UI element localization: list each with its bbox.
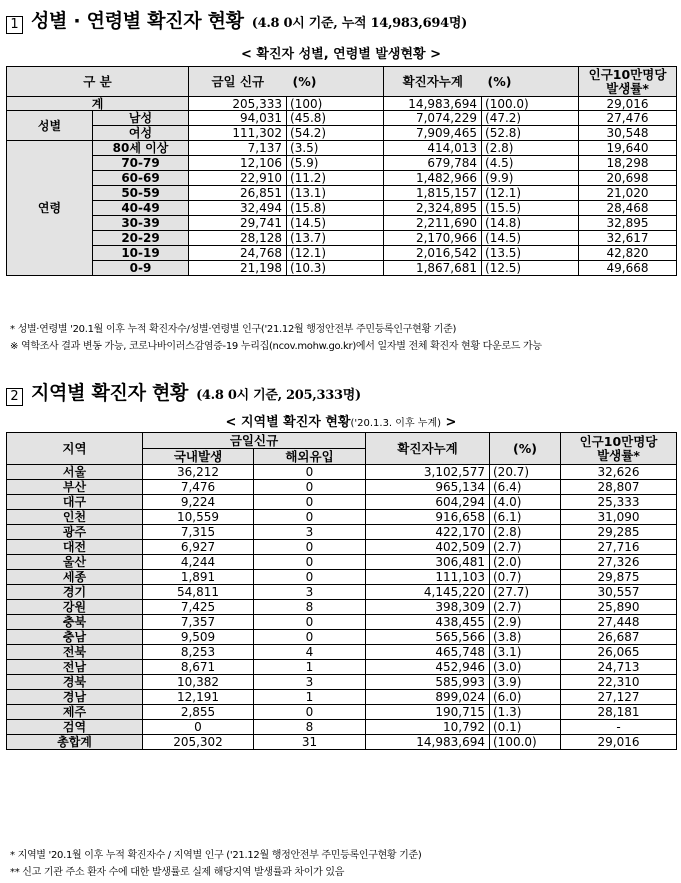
- region-total-row: [7, 735, 677, 750]
- region-cumulative: 190,715: [366, 705, 490, 720]
- header-cumulative: 확진자누계: [384, 67, 482, 97]
- region-name: 인천: [7, 510, 143, 525]
- region-cumulative: 422,170: [366, 525, 490, 540]
- gender-cumulative-pct: (47.2): [482, 111, 579, 126]
- region-rate: 26,687: [561, 630, 677, 645]
- region-name: 대구: [7, 495, 143, 510]
- age-cumulative-pct: (14.5): [482, 231, 579, 246]
- age-rate: 28,468: [579, 201, 677, 216]
- age-label: 80세 이상: [93, 141, 189, 156]
- region-row: [7, 585, 677, 600]
- region-row: [7, 720, 677, 735]
- age-rate: 21,020: [579, 186, 677, 201]
- region-name: 경기: [7, 585, 143, 600]
- age-cumulative-pct: (9.9): [482, 171, 579, 186]
- section1-number: 1: [6, 16, 23, 34]
- age-cumulative-pct: (12.5): [482, 261, 579, 276]
- region-cumulative: 3,102,577: [366, 465, 490, 480]
- region-row: [7, 675, 677, 690]
- region-row: [7, 540, 677, 555]
- region-table: [6, 432, 677, 750]
- header-category: 구 분: [7, 67, 189, 97]
- region-domestic: 54,811: [143, 585, 254, 600]
- header-rate-line1: 인구10만명당: [579, 434, 658, 450]
- region-overseas: 1: [254, 660, 366, 675]
- age-row: [7, 246, 677, 261]
- region-cumulative: 438,455: [366, 615, 490, 630]
- region-overseas: 0: [254, 465, 366, 480]
- region-pct: (1.3): [490, 705, 561, 720]
- region-domestic: 7,476: [143, 480, 254, 495]
- region-pct: (2.7): [490, 600, 561, 615]
- section2-note-1: * 지역별 '20.1월 이후 누적 확진자수 / 지역별 인구 ('21.12월 행정안전부 주민등록인구현황 기준): [10, 850, 422, 861]
- region-name: 서울: [7, 465, 143, 480]
- region-row: [7, 630, 677, 645]
- region-rate: 25,333: [561, 495, 677, 510]
- region-row: [7, 465, 677, 480]
- region-cumulative: 452,946: [366, 660, 490, 675]
- gender-new-pct: (54.2): [287, 126, 384, 141]
- region-cumulative: 585,993: [366, 675, 490, 690]
- age-cumulative: 1,815,157: [384, 186, 482, 201]
- region-pct: (3.1): [490, 645, 561, 660]
- region-pct: (6.0): [490, 690, 561, 705]
- age-cumulative: 679,784: [384, 156, 482, 171]
- header-region: 지역: [7, 433, 143, 465]
- gender-new: 111,302: [189, 126, 287, 141]
- region-name: 제주: [7, 705, 143, 720]
- age-cumulative: 2,170,966: [384, 231, 482, 246]
- region-total-domestic: 205,302: [143, 735, 254, 750]
- age-cumulative-pct: (4.5): [482, 156, 579, 171]
- region-pct: (2.0): [490, 555, 561, 570]
- section2-title: 지역별 확진자 현황: [31, 382, 189, 404]
- table1-header-row: [7, 67, 677, 97]
- gender-cumulative-pct: (52.8): [482, 126, 579, 141]
- gender-group-label: 성별: [7, 111, 93, 141]
- section2-note-2: ** 신고 기관 주소 환자 수에 대한 발생률로 실제 해당지역 발생률과 차이가 있음: [10, 867, 345, 878]
- region-name: 부산: [7, 480, 143, 495]
- age-new: 28,128: [189, 231, 287, 246]
- region-pct: (3.9): [490, 675, 561, 690]
- age-rate: 49,668: [579, 261, 677, 276]
- section2-number: 2: [6, 388, 23, 406]
- age-cumulative: 1,482,966: [384, 171, 482, 186]
- region-cumulative: 111,103: [366, 570, 490, 585]
- region-rate: 24,713: [561, 660, 677, 675]
- age-new: 29,741: [189, 216, 287, 231]
- table2-title-period: ('20.1.3. 이후 누계): [350, 418, 442, 429]
- gender-row: [7, 126, 677, 141]
- region-rate: 31,090: [561, 510, 677, 525]
- age-label: 50-59: [93, 186, 189, 201]
- region-overseas: 3: [254, 585, 366, 600]
- age-label: 30-39: [93, 216, 189, 231]
- region-rate: 30,557: [561, 585, 677, 600]
- region-rate: 25,890: [561, 600, 677, 615]
- age-rate: 19,640: [579, 141, 677, 156]
- region-domestic: 1,891: [143, 570, 254, 585]
- gender-age-table: [6, 66, 677, 276]
- region-overseas: 0: [254, 630, 366, 645]
- region-pct: (6.4): [490, 480, 561, 495]
- age-rate: 18,298: [579, 156, 677, 171]
- section1-subtitle: (4.8 0시 기준, 누적 14,983,694명): [251, 16, 467, 31]
- header-rate-line1: 인구10만명당: [588, 67, 667, 83]
- region-row: [7, 495, 677, 510]
- region-total-cumulative: 14,983,694: [366, 735, 490, 750]
- region-pct: (27.7): [490, 585, 561, 600]
- gender-label: 여성: [93, 126, 189, 141]
- region-pct: (3.0): [490, 660, 561, 675]
- age-new: 22,910: [189, 171, 287, 186]
- region-rate: 22,310: [561, 675, 677, 690]
- age-label: 20-29: [93, 231, 189, 246]
- region-overseas: 3: [254, 525, 366, 540]
- header-domestic: 국내발생: [143, 449, 254, 465]
- section1-title: 성별 · 연령별 확진자 현황: [31, 10, 244, 32]
- region-domestic: 8,253: [143, 645, 254, 660]
- section1-heading: [6, 6, 467, 33]
- header-today-pct: (%): [287, 67, 384, 97]
- region-rate: 27,326: [561, 555, 677, 570]
- region-pct: (0.7): [490, 570, 561, 585]
- total-label: 계: [7, 97, 189, 111]
- region-domestic: 12,191: [143, 690, 254, 705]
- header-rate-line2: 발생률*: [597, 447, 640, 463]
- region-rate: 28,807: [561, 480, 677, 495]
- header-rate: [579, 67, 677, 97]
- region-total-overseas: 31: [254, 735, 366, 750]
- age-group-label: 연령: [7, 141, 93, 276]
- region-name: 광주: [7, 525, 143, 540]
- age-row: [7, 231, 677, 246]
- region-cumulative: 398,309: [366, 600, 490, 615]
- region-overseas: 8: [254, 720, 366, 735]
- region-cumulative: 965,134: [366, 480, 490, 495]
- age-label: 40-49: [93, 201, 189, 216]
- region-total-pct: (100.0): [490, 735, 561, 750]
- region-domestic: 4,244: [143, 555, 254, 570]
- table2-title-main: < 지역별 확진자 현황: [225, 415, 351, 430]
- header-cumulative: 확진자누계: [366, 433, 490, 465]
- region-pct: (2.8): [490, 525, 561, 540]
- region-row: [7, 555, 677, 570]
- region-name: 충남: [7, 630, 143, 645]
- region-total-label: 총합계: [7, 735, 143, 750]
- region-overseas: 4: [254, 645, 366, 660]
- region-domestic: 2,855: [143, 705, 254, 720]
- age-new: 12,106: [189, 156, 287, 171]
- region-rate: -: [561, 720, 677, 735]
- age-row: [7, 171, 677, 186]
- total-new: 205,333: [189, 97, 287, 111]
- region-pct: (2.9): [490, 615, 561, 630]
- gender-row: [7, 111, 677, 126]
- age-cumulative-pct: (12.1): [482, 186, 579, 201]
- total-cumulative: 14,983,694: [384, 97, 482, 111]
- region-cumulative: 916,658: [366, 510, 490, 525]
- age-new: 32,494: [189, 201, 287, 216]
- header-cumulative-pct: (%): [482, 67, 579, 97]
- table2-title: [6, 411, 676, 430]
- region-cumulative: 899,024: [366, 690, 490, 705]
- age-new: 21,198: [189, 261, 287, 276]
- region-cumulative: 10,792: [366, 720, 490, 735]
- region-overseas: 0: [254, 570, 366, 585]
- age-cumulative: 2,016,542: [384, 246, 482, 261]
- gender-rate: 27,476: [579, 111, 677, 126]
- region-overseas: 1: [254, 690, 366, 705]
- region-cumulative: 402,509: [366, 540, 490, 555]
- age-cumulative-pct: (2.8): [482, 141, 579, 156]
- region-row: [7, 570, 677, 585]
- region-domestic: 6,927: [143, 540, 254, 555]
- region-pct: (3.8): [490, 630, 561, 645]
- region-overseas: 0: [254, 480, 366, 495]
- section2-heading: [6, 378, 361, 405]
- gender-rate: 30,548: [579, 126, 677, 141]
- table1-title: < 확진자 성별, 연령별 발생현황 >: [240, 47, 442, 62]
- region-domestic: 10,559: [143, 510, 254, 525]
- region-cumulative: 4,145,220: [366, 585, 490, 600]
- region-name: 경남: [7, 690, 143, 705]
- region-domestic: 9,224: [143, 495, 254, 510]
- region-domestic: 8,671: [143, 660, 254, 675]
- age-rate: 42,820: [579, 246, 677, 261]
- region-cumulative: 465,748: [366, 645, 490, 660]
- section1-note-2: ※ 역학조사 결과 변동 가능, 코로나바이러스감염증-19 누리집(ncov.mohw.go.kr)에서 일자별 전체 확진자 현황 다운로드 가능: [10, 341, 542, 352]
- region-pct: (20.7): [490, 465, 561, 480]
- region-row: [7, 480, 677, 495]
- region-overseas: 0: [254, 555, 366, 570]
- region-name: 전남: [7, 660, 143, 675]
- region-pct: (4.0): [490, 495, 561, 510]
- age-row: [7, 156, 677, 171]
- age-row: [7, 186, 677, 201]
- region-pct: (6.1): [490, 510, 561, 525]
- age-row: [7, 141, 677, 156]
- region-name: 강원: [7, 600, 143, 615]
- region-domestic: 7,425: [143, 600, 254, 615]
- region-cumulative: 565,566: [366, 630, 490, 645]
- age-new-pct: (14.5): [287, 216, 384, 231]
- gender-cumulative: 7,074,229: [384, 111, 482, 126]
- region-overseas: 0: [254, 705, 366, 720]
- age-new: 24,768: [189, 246, 287, 261]
- region-overseas: 0: [254, 495, 366, 510]
- age-cumulative: 2,211,690: [384, 216, 482, 231]
- region-rate: 32,626: [561, 465, 677, 480]
- total-rate: 29,016: [579, 97, 677, 111]
- region-overseas: 0: [254, 540, 366, 555]
- age-new-pct: (13.1): [287, 186, 384, 201]
- age-new-pct: (11.2): [287, 171, 384, 186]
- region-rate: 29,285: [561, 525, 677, 540]
- age-new: 26,851: [189, 186, 287, 201]
- age-row: [7, 201, 677, 216]
- age-new-pct: (15.8): [287, 201, 384, 216]
- region-pct: (2.7): [490, 540, 561, 555]
- age-cumulative-pct: (14.8): [482, 216, 579, 231]
- region-rate: 27,448: [561, 615, 677, 630]
- region-row: [7, 510, 677, 525]
- region-name: 전북: [7, 645, 143, 660]
- region-row: [7, 645, 677, 660]
- age-cumulative: 414,013: [384, 141, 482, 156]
- region-domestic: 9,509: [143, 630, 254, 645]
- header-overseas: 해외유입: [254, 449, 366, 465]
- region-name: 경북: [7, 675, 143, 690]
- header-today-new: 금일 신규: [189, 67, 287, 97]
- table2-header-row: [7, 433, 677, 449]
- region-domestic: 0: [143, 720, 254, 735]
- age-cumulative: 2,324,895: [384, 201, 482, 216]
- header-rate-line2: 발생률*: [606, 80, 649, 96]
- region-rate: 27,127: [561, 690, 677, 705]
- header-pct: (%): [490, 433, 561, 465]
- region-name: 울산: [7, 555, 143, 570]
- region-row: [7, 615, 677, 630]
- age-rate: 32,617: [579, 231, 677, 246]
- age-new: 7,137: [189, 141, 287, 156]
- age-cumulative-pct: (13.5): [482, 246, 579, 261]
- region-domestic: 7,315: [143, 525, 254, 540]
- region-domestic: 36,212: [143, 465, 254, 480]
- age-label: 10-19: [93, 246, 189, 261]
- section2-subtitle: (4.8 0시 기준, 205,333명): [196, 388, 361, 403]
- age-new-pct: (10.3): [287, 261, 384, 276]
- region-name: 세종: [7, 570, 143, 585]
- region-name: 대전: [7, 540, 143, 555]
- age-rate: 32,895: [579, 216, 677, 231]
- age-label: 0-9: [93, 261, 189, 276]
- total-cumulative-pct: (100.0): [482, 97, 579, 111]
- region-cumulative: 604,294: [366, 495, 490, 510]
- age-rate: 20,698: [579, 171, 677, 186]
- gender-label: 남성: [93, 111, 189, 126]
- age-new-pct: (13.7): [287, 231, 384, 246]
- header-rate: [561, 433, 677, 465]
- region-row: [7, 600, 677, 615]
- age-row: [7, 216, 677, 231]
- region-row: [7, 690, 677, 705]
- section1-note-1: * 성별·연령별 '20.1월 이후 누적 확진자수/성별·연령별 인구('21.12월 행정안전부 주민등록인구현황 기준): [10, 324, 457, 335]
- age-label: 60-69: [93, 171, 189, 186]
- gender-new-pct: (45.8): [287, 111, 384, 126]
- table2-title-end: >: [445, 415, 457, 430]
- age-new-pct: (5.9): [287, 156, 384, 171]
- age-cumulative: 1,867,681: [384, 261, 482, 276]
- region-pct: (0.1): [490, 720, 561, 735]
- age-new-pct: (3.5): [287, 141, 384, 156]
- region-rate: 29,875: [561, 570, 677, 585]
- region-overseas: 0: [254, 510, 366, 525]
- age-cumulative-pct: (15.5): [482, 201, 579, 216]
- region-overseas: 0: [254, 615, 366, 630]
- region-name: 검역: [7, 720, 143, 735]
- region-name: 충북: [7, 615, 143, 630]
- region-rate: 28,181: [561, 705, 677, 720]
- region-rate: 26,065: [561, 645, 677, 660]
- region-row: [7, 525, 677, 540]
- total-new-pct: (100): [287, 97, 384, 111]
- region-cumulative: 306,481: [366, 555, 490, 570]
- age-label: 70-79: [93, 156, 189, 171]
- gender-new: 94,031: [189, 111, 287, 126]
- region-overseas: 8: [254, 600, 366, 615]
- region-row: [7, 660, 677, 675]
- region-rate: 27,716: [561, 540, 677, 555]
- header-today-new: 금일신규: [143, 433, 366, 449]
- region-domestic: 10,382: [143, 675, 254, 690]
- age-new-pct: (12.1): [287, 246, 384, 261]
- region-overseas: 3: [254, 675, 366, 690]
- region-row: [7, 705, 677, 720]
- age-row: [7, 261, 677, 276]
- region-total-rate: 29,016: [561, 735, 677, 750]
- total-row: [7, 97, 677, 111]
- gender-cumulative: 7,909,465: [384, 126, 482, 141]
- region-domestic: 7,357: [143, 615, 254, 630]
